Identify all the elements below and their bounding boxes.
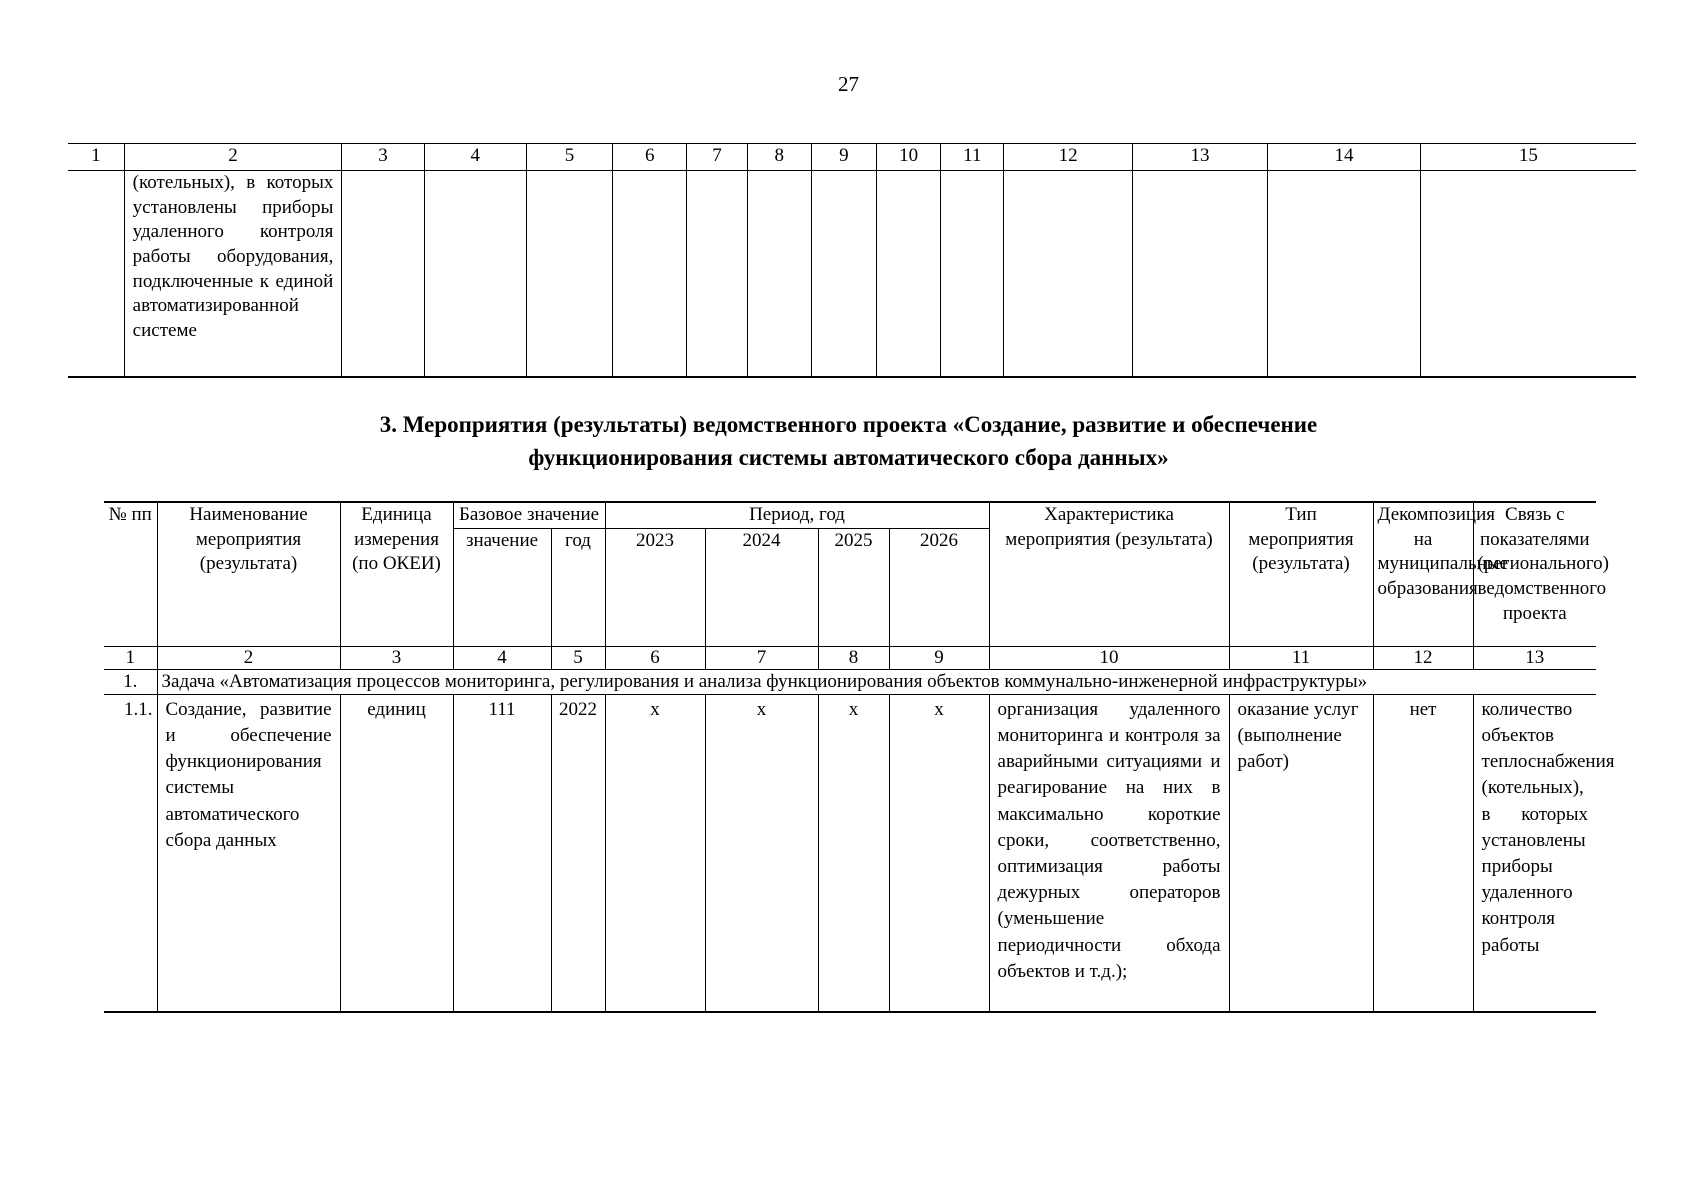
measure-characteristic: организация удаленного мониторинга и контроля за аварийными ситуациями и реагирование на них в максимально короткие сроки, соответственно, оптимизация работы дежурных операторов (уменьшение периодичности обхода объектов и т.д.); <box>989 694 1229 1012</box>
header-link: Связь с показателями (регионального) ведомственного проекта <box>1473 502 1596 646</box>
column-number: 13 <box>1473 646 1596 669</box>
measures-table <box>104 501 1615 1013</box>
column-number: 4 <box>424 144 526 171</box>
column-number: 8 <box>747 144 811 171</box>
empty-cell <box>526 171 612 378</box>
header-base: Базовое значение <box>453 502 605 528</box>
empty-cell <box>342 171 424 378</box>
base-value: 111 <box>453 694 551 1012</box>
empty-cell <box>1420 171 1636 378</box>
header-row-1 <box>104 502 1596 528</box>
column-number-row <box>104 646 1596 669</box>
header-name: Наименование мероприятия (результата) <box>157 502 340 646</box>
column-number: 2 <box>157 646 340 669</box>
column-number: 3 <box>340 646 453 669</box>
header-decomposition: Декомпозиция на муниципальные образования <box>1373 502 1473 646</box>
empty-cell <box>1132 171 1267 378</box>
header-base-year: год <box>551 528 605 646</box>
column-number: 9 <box>811 144 876 171</box>
column-number: 5 <box>551 646 605 669</box>
section-title-line-2: функционирования системы автоматического сбора данных» <box>528 445 1169 470</box>
continuation-row <box>68 171 1636 378</box>
header-year-2024: 2024 <box>705 528 818 646</box>
empty-cell <box>811 171 876 378</box>
column-number: 8 <box>818 646 889 669</box>
table-row <box>104 694 1596 1012</box>
column-number: 6 <box>605 646 705 669</box>
column-number: 11 <box>1229 646 1373 669</box>
row-number: 1.1. <box>104 694 157 1012</box>
measure-name: Создание, развитие и обеспечение функционирования системы автоматического сбора данных <box>157 694 340 1012</box>
indicator-name-cell: (котельных), в которых установлены приборы удаленного контроля работы оборудования, подключенные к единой автоматизированной системе <box>124 171 342 378</box>
column-number: 4 <box>453 646 551 669</box>
value-2024: х <box>705 694 818 1012</box>
column-number: 2 <box>124 144 342 171</box>
linked-indicator: количество объектов теплоснабжения (котельных), в которых установлены приборы удаленного контроля работы <box>1473 694 1596 1012</box>
header-unit: Единица измерения (по ОКЕИ) <box>340 502 453 646</box>
empty-cell <box>747 171 811 378</box>
column-number: 1 <box>104 646 157 669</box>
header-year-2025: 2025 <box>818 528 889 646</box>
column-number: 6 <box>613 144 687 171</box>
column-number: 1 <box>68 144 124 171</box>
decomposition-value: нет <box>1373 694 1473 1012</box>
header-num: № пп <box>104 502 157 646</box>
page-number: 27 <box>838 72 859 96</box>
empty-cell <box>877 171 941 378</box>
section-title <box>0 408 1697 474</box>
empty-cell <box>424 171 526 378</box>
column-number: 7 <box>687 144 747 171</box>
header-base-value: значение <box>453 528 551 646</box>
column-number: 9 <box>889 646 989 669</box>
measure-unit: единиц <box>340 694 453 1012</box>
measure-type: оказание услуг (выполнение работ) <box>1229 694 1373 1012</box>
column-number: 5 <box>526 144 612 171</box>
header-type: Тип мероприятия (результата) <box>1229 502 1373 646</box>
empty-cell <box>1268 171 1420 378</box>
column-number: 10 <box>877 144 941 171</box>
column-number: 13 <box>1132 144 1267 171</box>
base-year: 2022 <box>551 694 605 1012</box>
value-2025: х <box>818 694 889 1012</box>
column-number: 11 <box>941 144 1004 171</box>
column-number: 14 <box>1268 144 1420 171</box>
task-title: Задача «Автоматизация процессов мониторинга, регулирования и анализа функционирования объектов коммунально-инженерной инфраструктуры» <box>157 669 1596 694</box>
column-number: 10 <box>989 646 1229 669</box>
header-characteristic: Характеристика мероприятия (результата) <box>989 502 1229 646</box>
column-number: 7 <box>705 646 818 669</box>
empty-cell <box>687 171 747 378</box>
header-period: Период, год <box>605 502 989 528</box>
column-number: 12 <box>1373 646 1473 669</box>
empty-cell <box>613 171 687 378</box>
empty-cell <box>941 171 1004 378</box>
column-number: 3 <box>342 144 424 171</box>
column-number: 12 <box>1004 144 1132 171</box>
continuation-table <box>68 143 1636 378</box>
column-number: 15 <box>1420 144 1636 171</box>
header-year-2026: 2026 <box>889 528 989 646</box>
empty-cell <box>1004 171 1132 378</box>
task-number: 1. <box>104 669 157 694</box>
empty-cell <box>68 171 124 378</box>
header-year-2023: 2023 <box>605 528 705 646</box>
section-title-line-1: 3. Мероприятия (результаты) ведомственного проекта «Создание, развитие и обеспечение <box>379 412 1318 437</box>
value-2023: х <box>605 694 705 1012</box>
task-row <box>104 669 1596 694</box>
value-2026: х <box>889 694 989 1012</box>
column-number-row <box>68 144 1636 171</box>
